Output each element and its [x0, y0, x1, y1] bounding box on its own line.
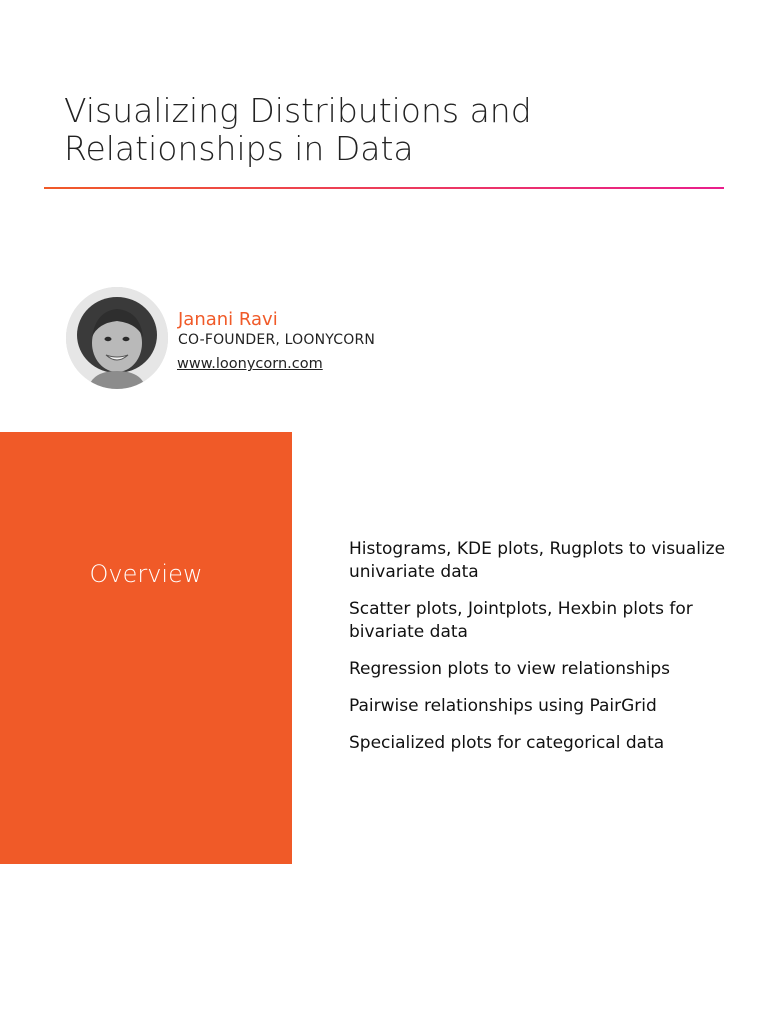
list-item: Scatter plots, Jointplots, Hexbin plots for bivariate data — [349, 599, 693, 642]
avatar-photo — [66, 287, 168, 389]
overview-panel — [0, 432, 292, 864]
page-title-line-2: Relationships in Data — [64, 129, 414, 168]
page-title-line-1: Visualizing Distributions and — [64, 91, 532, 130]
author-website-link[interactable]: www.loonycorn.com — [177, 356, 323, 372]
overview-heading: Overview — [89, 560, 203, 588]
overview-list — [349, 538, 749, 769]
list-item: Histograms, KDE plots, Rugplots to visualize univariate data — [349, 539, 726, 582]
author-role: CO-FOUNDER, LOONYCORN — [178, 332, 376, 348]
avatar — [66, 287, 168, 389]
list-item: Regression plots to view relationships — [349, 659, 671, 679]
author-name: Janani Ravi — [178, 309, 278, 330]
list-item: Specialized plots for categorical data — [349, 733, 665, 753]
title-divider — [44, 187, 724, 189]
list-item: Pairwise relationships using PairGrid — [349, 696, 657, 716]
author-card — [66, 287, 486, 393]
page-title — [64, 92, 704, 168]
